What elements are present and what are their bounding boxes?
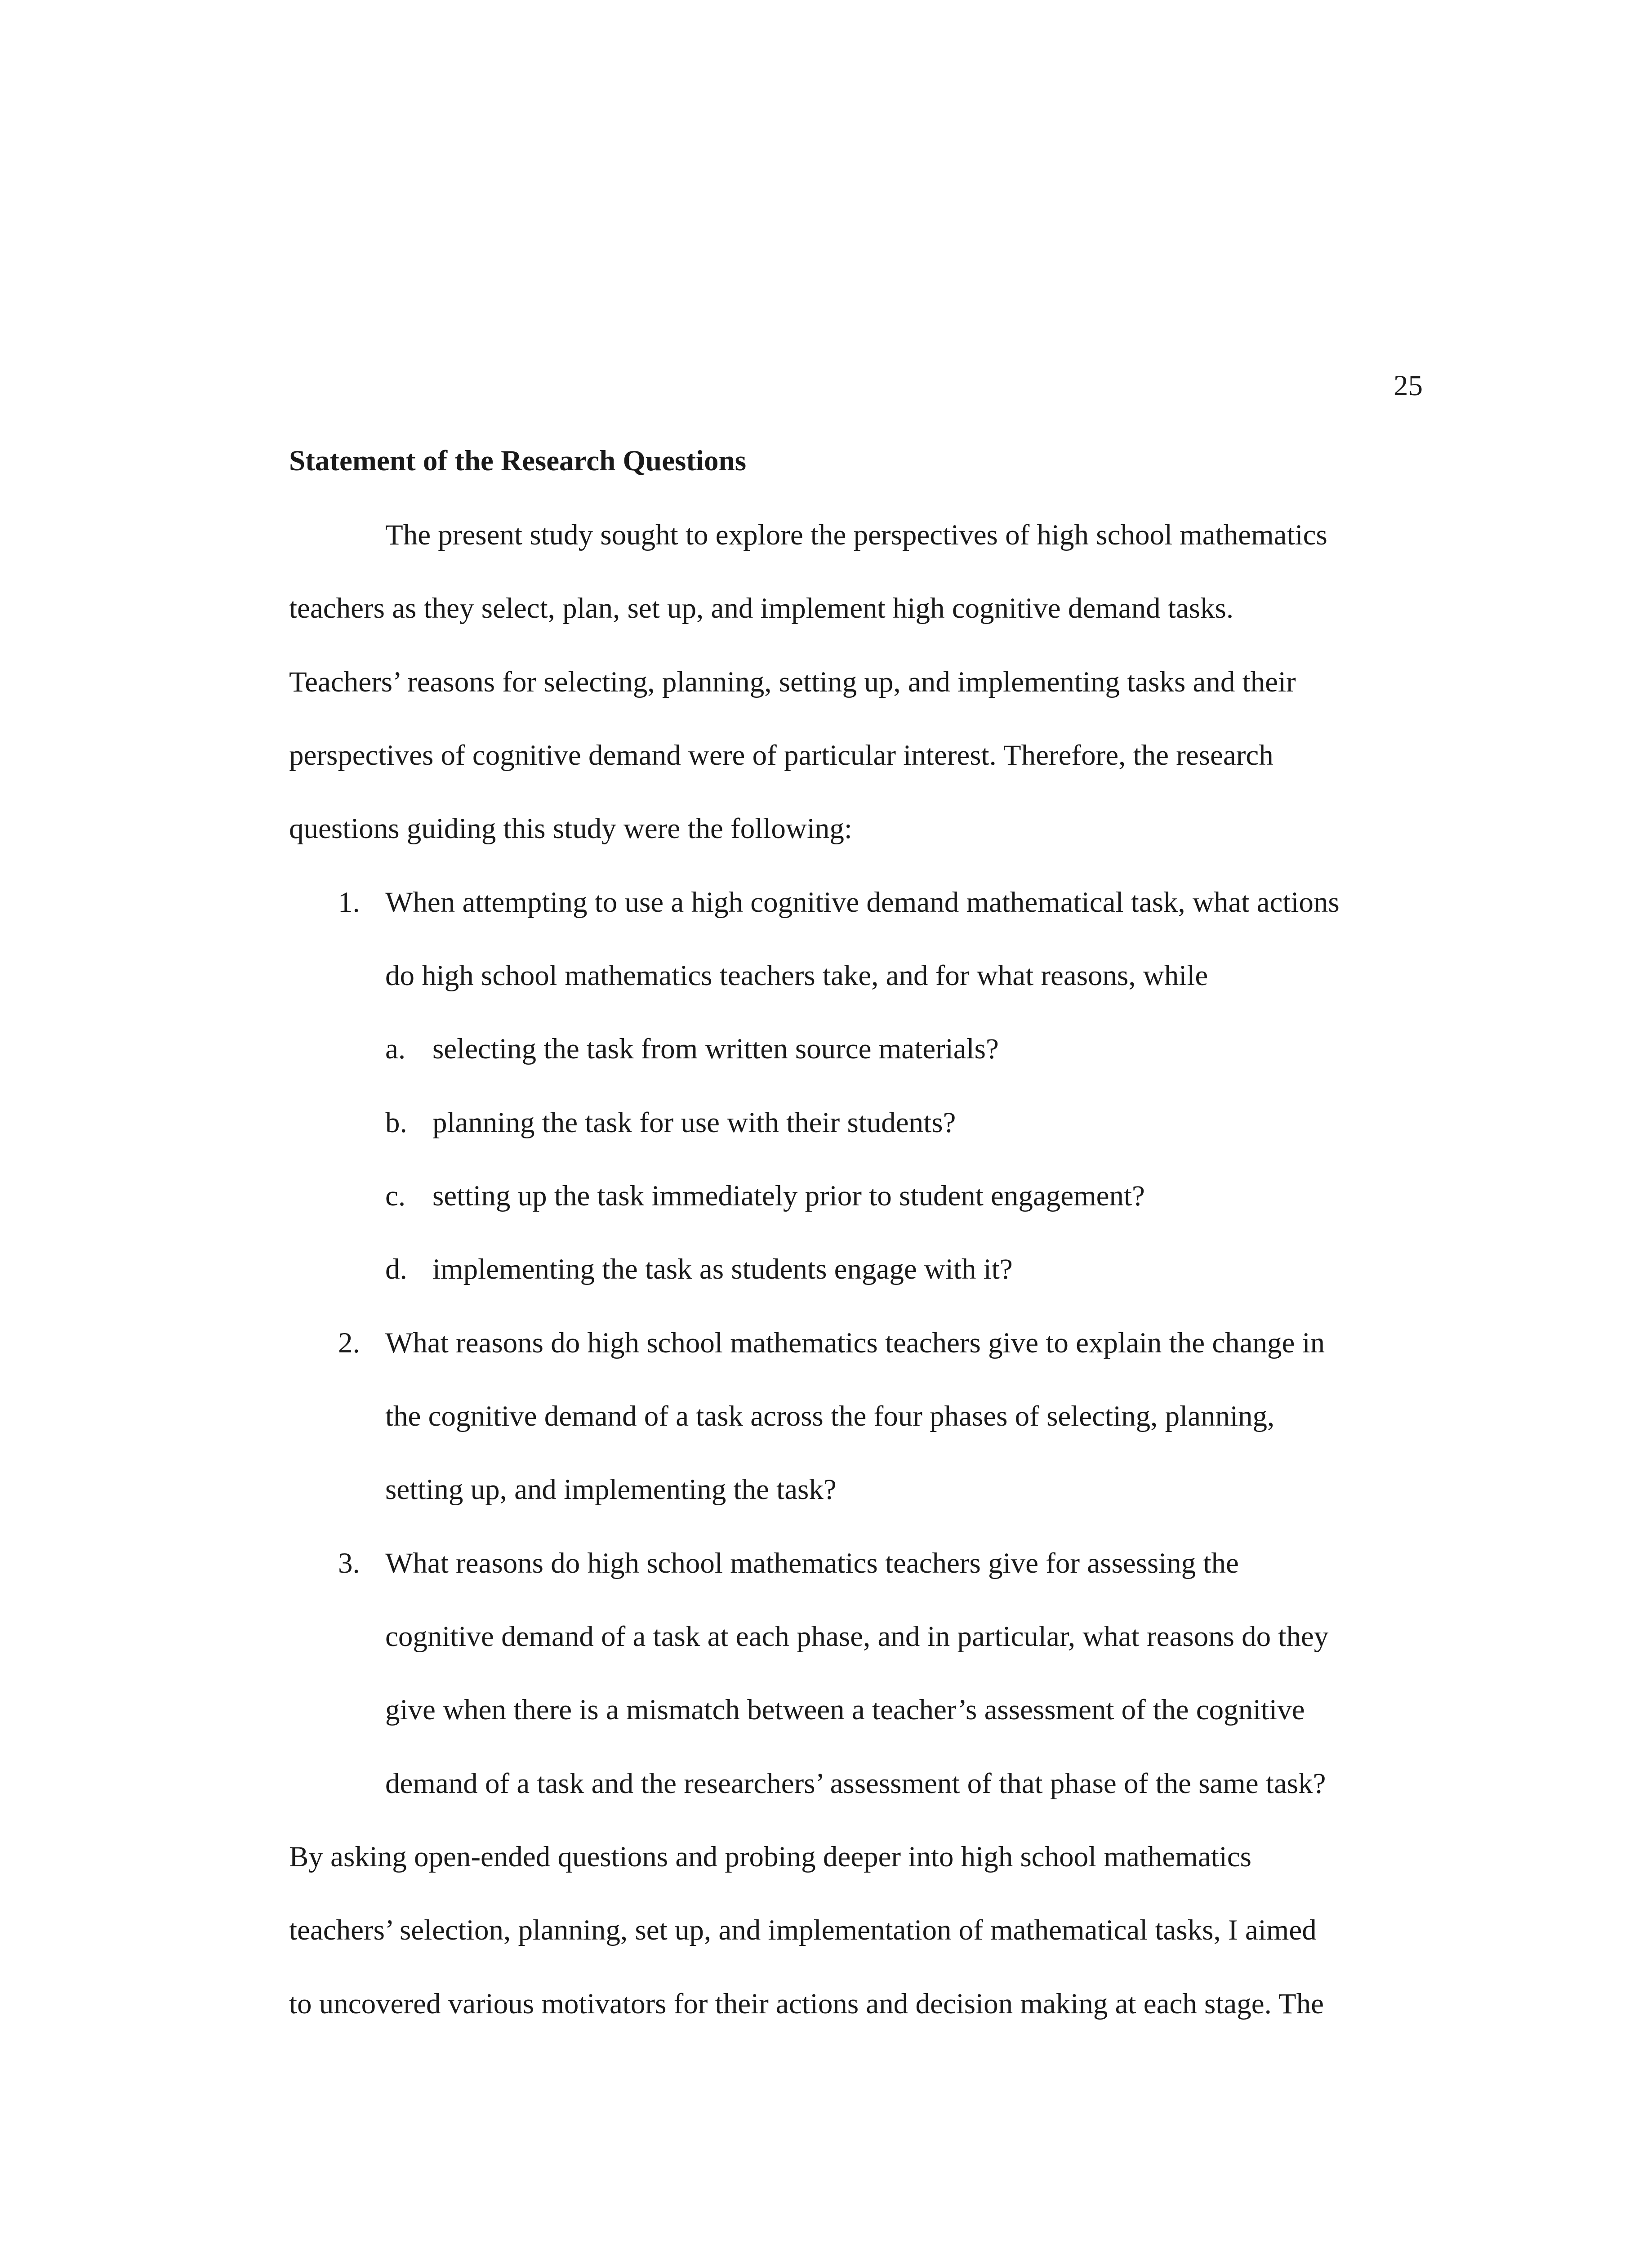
question-number: 1. bbox=[338, 886, 360, 919]
section-heading: Statement of the Research Questions bbox=[289, 445, 746, 477]
subitem-text: planning the task for use with their students? bbox=[432, 1106, 956, 1139]
subitem-letter: a. bbox=[385, 1033, 406, 1065]
question-number: 2. bbox=[338, 1327, 360, 1359]
subitem-text: selecting the task from written source materials? bbox=[432, 1033, 999, 1065]
question-line: cognitive demand of a task at each phase, and in particular, what reasons do they bbox=[385, 1620, 1329, 1653]
question-line: the cognitive demand of a task across the four phases of selecting, planning, bbox=[385, 1400, 1275, 1432]
question-line: setting up, and implementing the task? bbox=[385, 1473, 837, 1506]
subitem-text: implementing the task as students engage with it? bbox=[432, 1253, 1013, 1285]
intro-line: Teachers’ reasons for selecting, planning, setting up, and implementing tasks and their bbox=[289, 666, 1296, 698]
question-line: What reasons do high school mathematics teachers give for assessing the bbox=[385, 1547, 1239, 1579]
question-line: What reasons do high school mathematics teachers give to explain the change in bbox=[385, 1327, 1325, 1359]
question-line: do high school mathematics teachers take, and for what reasons, while bbox=[385, 959, 1208, 992]
subitem-letter: b. bbox=[385, 1106, 407, 1139]
intro-line: teachers as they select, plan, set up, and implement high cognitive demand tasks. bbox=[289, 592, 1234, 624]
closing-line: By asking open-ended questions and probing deeper into high school mathematics bbox=[289, 1841, 1251, 1873]
intro-line: questions guiding this study were the following: bbox=[289, 812, 852, 845]
intro-line: The present study sought to explore the perspectives of high school mathematics bbox=[385, 519, 1327, 551]
question-line: demand of a task and the researchers’ assessment of that phase of the same task? bbox=[385, 1767, 1326, 1800]
subitem-letter: d. bbox=[385, 1253, 407, 1285]
intro-line: perspectives of cognitive demand were of particular interest. Therefore, the research bbox=[289, 739, 1274, 772]
question-number: 3. bbox=[338, 1547, 360, 1579]
question-line: When attempting to use a high cognitive demand mathematical task, what actions bbox=[385, 886, 1340, 919]
subitem-letter: c. bbox=[385, 1180, 406, 1212]
subitem-text: setting up the task immediately prior to student engagement? bbox=[432, 1180, 1145, 1212]
question-line: give when there is a mismatch between a teacher’s assessment of the cognitive bbox=[385, 1694, 1305, 1726]
page-number: 25 bbox=[1394, 370, 1423, 402]
closing-line: to uncovered various motivators for their actions and decision making at each stage. The bbox=[289, 1988, 1324, 2020]
closing-line: teachers’ selection, planning, set up, and implementation of mathematical tasks, I aimed bbox=[289, 1914, 1317, 1946]
